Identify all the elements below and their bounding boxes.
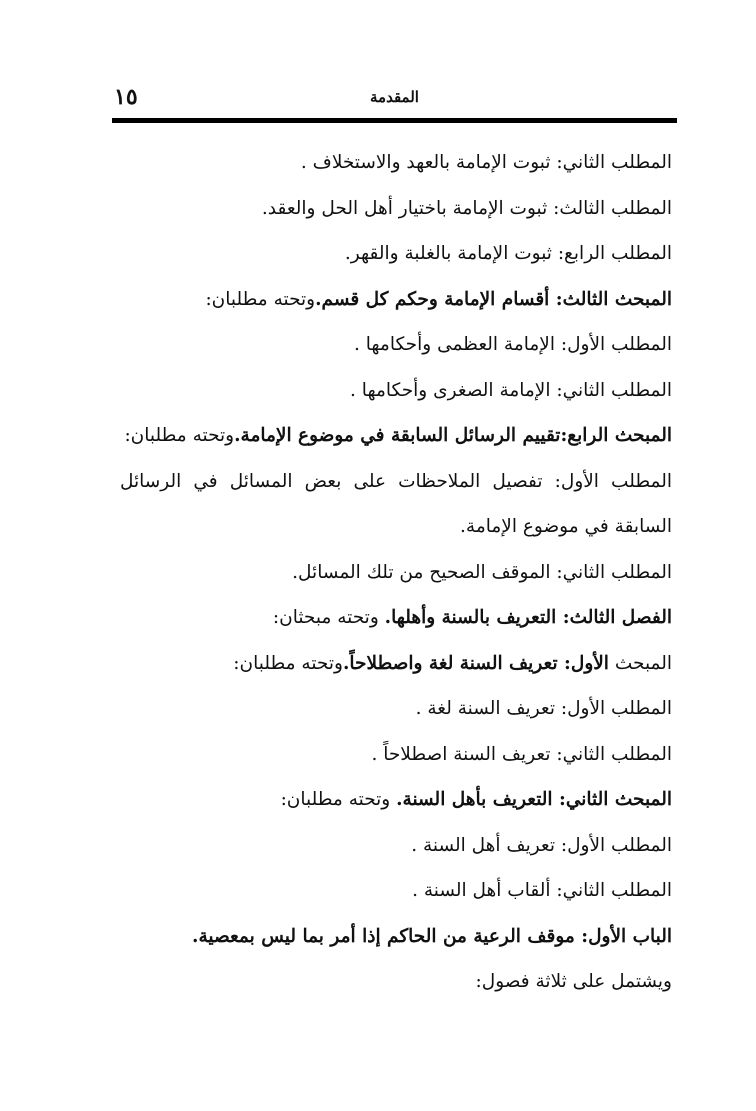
text-line: المطلب الرابع: ثبوت الإمامة بالغلبة والقهر. bbox=[344, 243, 672, 264]
text-line: المطلب الثاني: ألقاب أهل السنة . bbox=[412, 880, 672, 901]
section-heading-tail: وتحته مطلبان: bbox=[280, 789, 397, 810]
section-heading: المبحث الرابع:تقييم الرسائل السابقة في موضوع الإمامة. bbox=[234, 425, 672, 446]
text-line: المطلب الثاني: الموقف الصحيح من تلك المسائل. bbox=[292, 561, 672, 583]
text-line: المطلب الأول: تعريف أهل السنة . bbox=[411, 834, 672, 856]
text-line: المطلب الأول: الإمامة العظمى وأحكامها . bbox=[353, 334, 672, 355]
section-heading-tail: وتحته مطلبان: bbox=[233, 652, 343, 674]
part-heading-line bbox=[120, 914, 672, 960]
text-line: المطلب الأول: تفصيل الملاحظات على بعض المسائل في الرسائل bbox=[120, 470, 672, 492]
text-line: المطلب الثاني: تعريف السنة اصطلاحاً . bbox=[371, 743, 672, 765]
running-title: المقدمة bbox=[370, 88, 419, 106]
text-line: ويشتمل على ثلاثة فصول: bbox=[475, 971, 672, 992]
text-line: المطلب الثاني: ثبوت الإمامة بالعهد والاستخلاف . bbox=[300, 152, 672, 173]
section-heading-line bbox=[120, 413, 672, 459]
text-line: المطلب الثاني: الإمامة الصغرى وأحكامها . bbox=[350, 379, 672, 401]
section-heading-prefix: المبحث bbox=[608, 652, 672, 674]
section-heading: المبحث الثاني: التعريف بأهل السنة. bbox=[396, 789, 672, 810]
section-heading-tail: وتحته مطلبان: bbox=[205, 288, 316, 310]
section-heading-line bbox=[120, 641, 672, 687]
page-number: ١٥ bbox=[114, 84, 138, 110]
section-heading: المبحث الثالث: أقسام الإمامة وحكم كل قسم. bbox=[315, 288, 672, 310]
section-heading-line bbox=[120, 777, 672, 823]
section-heading: الأول: تعريف السنة لغة واصطلاحاً. bbox=[342, 652, 609, 674]
chapter-heading: الفصل الثالث: التعريف بالسنة وأهلها. bbox=[384, 607, 672, 628]
section-heading-line bbox=[120, 277, 672, 323]
text-line: السابقة في موضوع الإمامة. bbox=[460, 516, 672, 537]
body-text bbox=[120, 140, 672, 1005]
section-heading-tail: وتحته مطلبان: bbox=[124, 425, 235, 446]
page-header bbox=[112, 84, 677, 114]
chapter-heading-line bbox=[120, 595, 672, 641]
text-line: المطلب الثالث: ثبوت الإمامة باختيار أهل الحل والعقد. bbox=[261, 197, 672, 219]
chapter-heading-tail: وتحته مبحثان: bbox=[272, 607, 385, 628]
header-rule bbox=[112, 118, 677, 123]
part-heading: الباب الأول: موقف الرعية من الحاكم إذا أمر بما ليس بمعصية. bbox=[192, 925, 672, 947]
text-line: المطلب الأول: تعريف السنة لغة . bbox=[415, 698, 672, 719]
